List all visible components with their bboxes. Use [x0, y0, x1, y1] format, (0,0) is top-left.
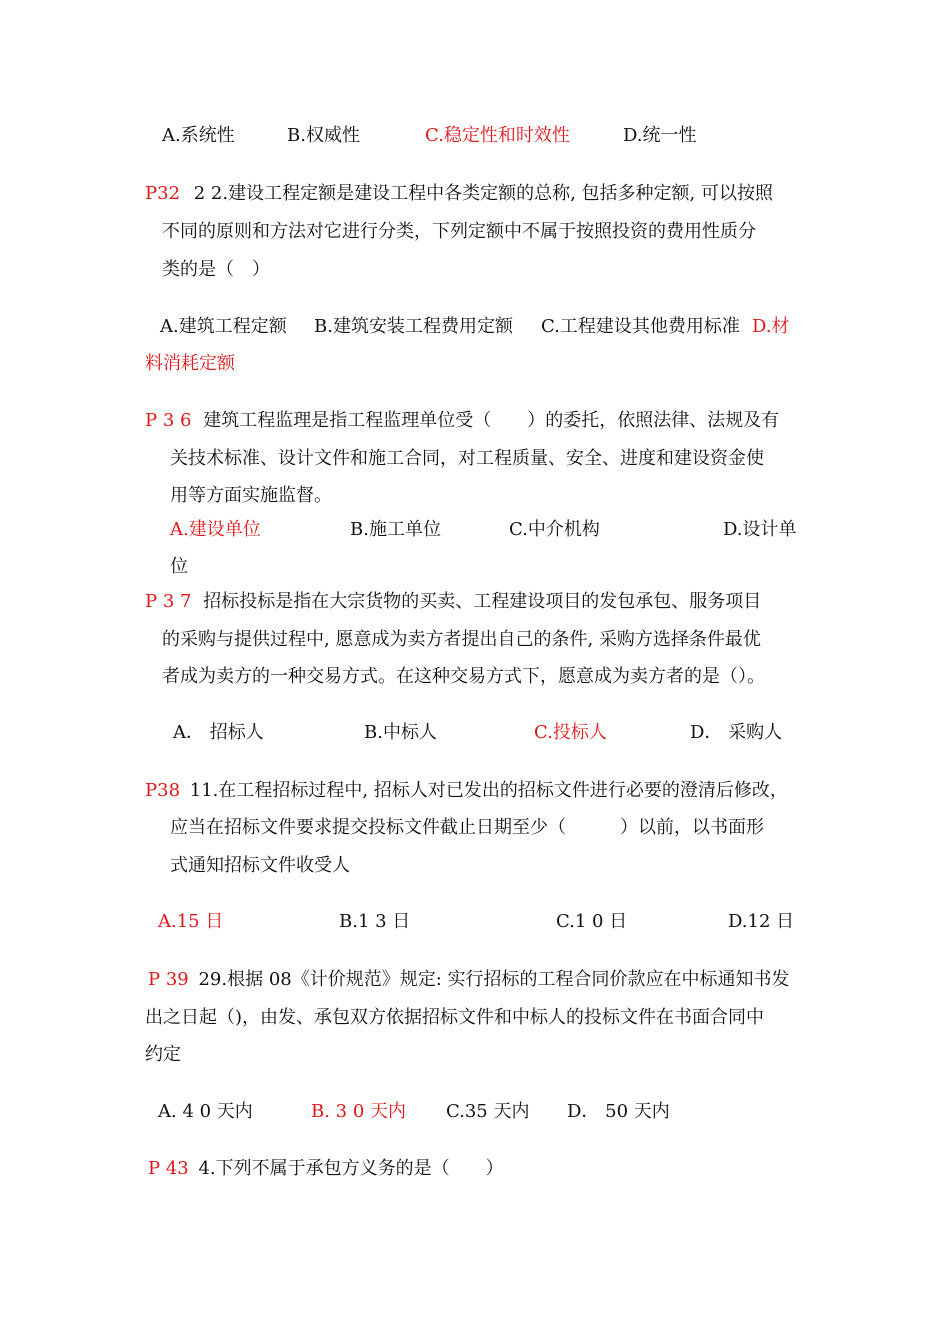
- q5-stem-line1: 29.根据 08《计价规范》规定: 实行招标的工程合同价款应在中标通知书发: [198, 969, 790, 990]
- q5-stem-line3: 约定: [145, 1044, 181, 1065]
- q3-option-d: D． 采购人: [690, 722, 783, 743]
- q6-stem-line1: 4.下列不属于承包方义务的是（ ）: [198, 1158, 504, 1179]
- q1-option-d-answer-part1: D.材: [752, 316, 790, 337]
- q0-option-c-answer: C.稳定性和时效性: [425, 125, 570, 146]
- q3-option-c-answer: C.投标人: [534, 722, 607, 743]
- q4-option-b: B.1 3 日: [339, 911, 411, 932]
- q4-stem-line1: 11.在工程招标过程中, 招标人对已发出的招标文件进行必要的澄清后修改，: [189, 780, 788, 801]
- q1-option-a: A.建筑工程定额: [160, 316, 287, 337]
- q1-stem-line2: 不同的原则和方法对它进行分类，下列定额中不属于按照投资的费用性质分: [162, 221, 756, 242]
- q3-option-b: B.中标人: [364, 722, 437, 743]
- q5-option-a: A. 4 0 天内: [158, 1101, 253, 1122]
- q4-option-d: D.12 日: [728, 911, 795, 932]
- q4-stem-line2: 应当在招标文件要求提交投标文件截止日期至少（ ）以前，以书面形: [170, 817, 764, 838]
- q1-stem-line3: 类的是（ ）: [162, 259, 270, 280]
- q6-page-ref: P 43: [148, 1158, 189, 1179]
- q1-stem-line1: 2 2.建设工程定额是建设工程中各类定额的总称, 包括多种定额, 可以按照: [193, 183, 773, 204]
- q3-stem-line3: 者成为卖方的一种交易方式。在这种交易方式下，愿意成为卖方者的是（）。: [162, 666, 765, 687]
- q5-stem-line2: 出之日起（)，由发、承包双方依据招标文件和中标人的投标文件在书面合同中: [145, 1007, 765, 1028]
- q3-page-ref: P 3 7: [145, 591, 192, 612]
- q1-page-ref: P32: [145, 183, 181, 204]
- q2-option-d-wrap: 位: [170, 556, 188, 577]
- q1-option-b: B.建筑安装工程费用定额: [314, 316, 513, 337]
- q2-option-b: B.施工单位: [350, 519, 441, 540]
- q0-option-b: B.权威性: [287, 125, 360, 146]
- q4-stem-line3: 式通知招标文件收受人: [170, 855, 350, 876]
- q3-stem-line1: 招标投标是指在大宗货物的买卖、工程建设项目的发包承包、服务项目: [203, 591, 762, 612]
- q4-option-a-answer: A.15 日: [158, 911, 224, 932]
- q2-stem-line1: 建筑工程监理是指工程监理单位受（ ）的委托，依照法律、法规及有: [203, 410, 780, 431]
- q3-option-a: A． 招标人: [173, 722, 264, 743]
- q2-page-ref: P 3 6: [145, 410, 192, 431]
- q4-option-c: C.1 0 日: [556, 911, 628, 932]
- q2-option-a-answer: A.建设单位: [170, 519, 261, 540]
- q5-page-ref: P 39: [148, 969, 189, 990]
- q3-stem-line2: 的采购与提供过程中, 愿意成为卖方者提出自己的条件, 采购方选择条件最优: [162, 629, 761, 650]
- q1-option-c: C.工程建设其他费用标准: [541, 316, 740, 337]
- q2-stem-line3: 用等方面实施监督。: [170, 485, 332, 506]
- q1-option-d-answer-part2: 料消耗定额: [145, 353, 235, 374]
- q0-option-a: A.系统性: [162, 125, 235, 146]
- q2-stem-line2: 关技术标准、设计文件和施工合同，对工程质量、安全、进度和建设资金使: [170, 448, 764, 469]
- q5-option-b-answer: B. 3 0 天内: [311, 1101, 407, 1122]
- q4-page-ref: P38: [145, 780, 181, 801]
- q0-option-d: D.统一性: [623, 125, 697, 146]
- q5-option-c: C.35 天内: [446, 1101, 530, 1122]
- q2-option-d: D.设计单: [723, 519, 797, 540]
- q2-option-c: C.中介机构: [509, 519, 600, 540]
- q5-option-d: D． 50 天内: [567, 1101, 670, 1122]
